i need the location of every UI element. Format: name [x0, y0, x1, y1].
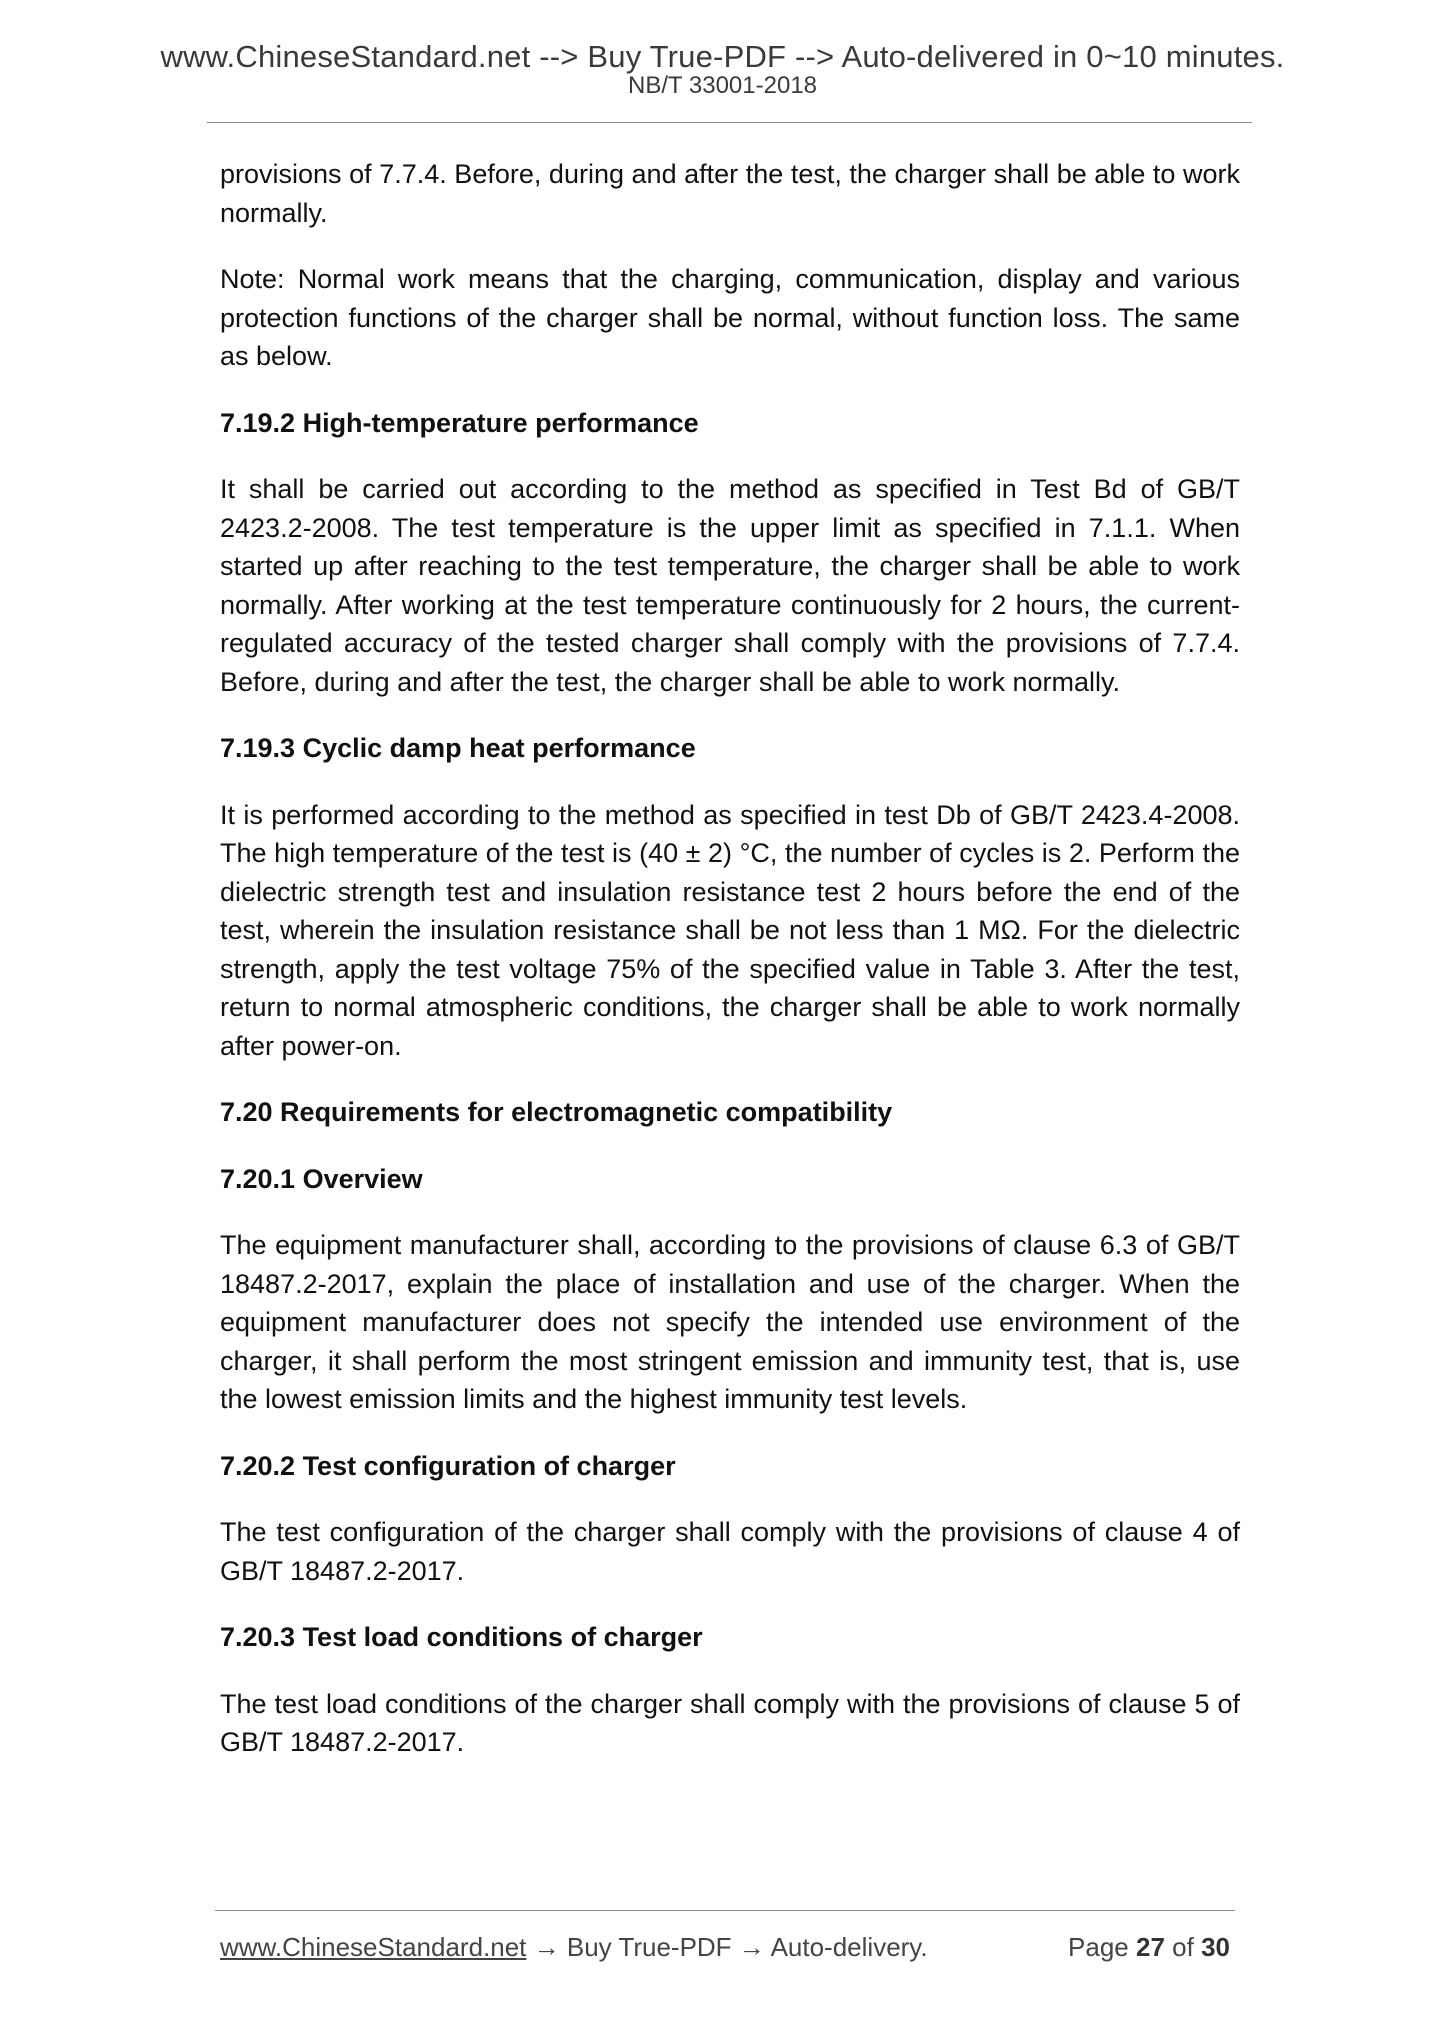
paragraph-test-configuration: The test configuration of the charger shall comply with the provisions of clause 4 of GB/T 18487.2-2017.: [220, 1517, 1240, 1586]
heading-7-20-2: 7.20.2 Test configuration of charger: [220, 1450, 676, 1481]
page-footer: [220, 1930, 1230, 1964]
paragraph-overview: The equipment manufacturer shall, according to the provisions of clause 6.3 of GB/T 18487.2-2017, explain the place of installation and use of the charger. When the equipment manufacturer does not specify the intended use environment of the charger, it shall perform the most stringent emission and immunity test, that is, use the lowest emission limits and the highest immunity test levels.: [220, 1230, 1240, 1414]
page-body: [220, 155, 1240, 1790]
heading-7-19-3: 7.19.3 Cyclic damp heat performance: [220, 733, 696, 763]
paragraph-high-temperature: It shall be carried out according to the method as specified in Test Bd of GB/T 2423.2-2008. The test temperature is the upper limit as specified in 7.1.1. When started up after reaching to the test temperature, the charger shall be able to work normally. After working at the test temperature continuously for 2 hours, the current-regulated accuracy of the tested charger shall comply with the provisions of 7.7.4. Before, during and after the test, the charger shall be able to work normally.: [220, 474, 1240, 697]
heading-7-20-3: 7.20.3 Test load conditions of charger: [220, 1622, 703, 1652]
document-code: NB/T 33001-2018: [627, 72, 818, 99]
page-current: 27: [1136, 1932, 1165, 1962]
paragraph-cyclic-damp-heat: It is performed according to the method as specified in test Db of GB/T 2423.4-2008. The high temperature of the test is (40 ± 2) °C, the number of cycles is 2. Perform the dielectric strength test and insulation resistance test 2 hours before the end of the test, wherein the insulation resistance shall be not less than 1 MΩ. For the dielectric strength, apply the test voltage 75% of the specified value in Table 3. After the test, return to normal atmospheric conditions, the charger shall be able to work normally after power-on.: [220, 799, 1240, 1061]
page-of-label: of: [1172, 1932, 1194, 1962]
paragraph-note: Note: Normal work means that the charging, communication, display and various protection functions of the charger shall be normal, without function loss. The same as below.: [220, 264, 1240, 371]
paragraph-continuation: provisions of 7.7.4. Before, during and after the test, the charger shall be able to work normally.: [220, 159, 1240, 228]
header-divider: [207, 122, 1252, 123]
heading-7-20-1: 7.20.1 Overview: [220, 1163, 423, 1194]
page-number: [1068, 1930, 1230, 1964]
paragraph-test-load: The test load conditions of the charger shall comply with the provisions of clause 5 of GB/T 18487.2-2017.: [220, 1688, 1240, 1757]
page-total: 30: [1201, 1932, 1230, 1962]
heading-7-19-2: 7.19.2 High-temperature performance: [220, 407, 699, 438]
heading-7-20: 7.20 Requirements for electromagnetic compatibility: [220, 1097, 893, 1127]
footer-divider: [215, 1910, 1235, 1911]
footer-tagline: → Buy True-PDF → Auto-delivery.: [526, 1932, 928, 1962]
page-label: Page: [1068, 1932, 1129, 1962]
footer-website-link[interactable]: www.ChineseStandard.net: [220, 1932, 527, 1962]
header-banner: www.ChineseStandard.net --> Buy True-PDF --> Auto-delivered in 0~10 minutes.: [160, 39, 1285, 74]
